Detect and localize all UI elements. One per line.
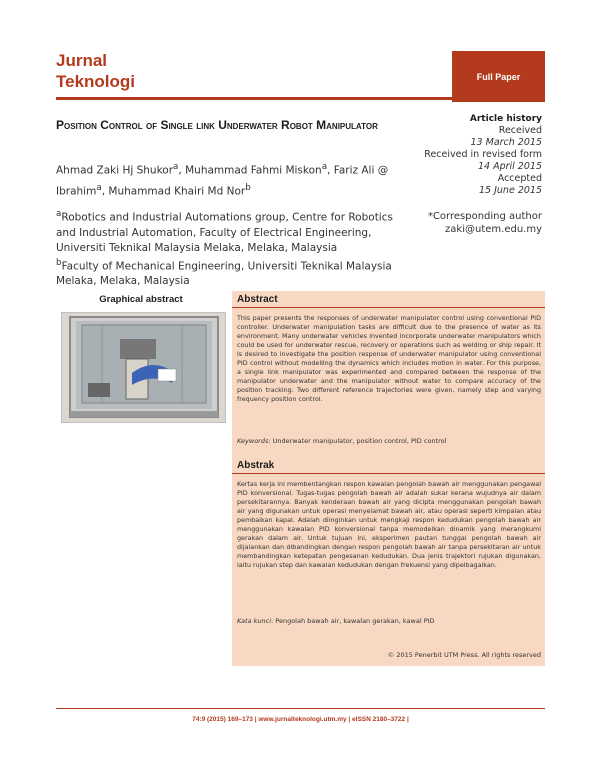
affiliation-marker: a [56,209,62,219]
header-divider [56,97,453,100]
journal-name-line1: Jurnal [56,51,108,70]
revised-label: Received in revised form [424,149,542,160]
journal-name-line2: Teknologi [56,72,136,91]
graphical-abstract-photo [61,312,226,423]
author-affil-marker: b [245,182,251,193]
kata-kunci-label: Kata kunci [237,617,271,625]
keywords-text: : Underwater manipulator, position control, PID control [268,437,447,445]
corresponding-author-label: *Corresponding author [427,211,542,222]
received-date: 13 March 2015 [470,137,542,148]
abstrak-divider [232,473,545,474]
article-history [420,113,542,197]
abstract-text: This paper presents the responses of underwater manipulator control using conventional PID controller. Underwater manipulation tasks are difficult due to the presence of water as its environment. Many underwater vehicles invented incorporate underwater manipulators which could be used for underwater rescue, recovery or operations such as welding or ship repair. It is desired to investigate the position response of underwater manipulator using conventional PID control without modelling the dynamics which includes motion in water. For this purpose, a single link manipulator was experimented and compared between the response of the manipulator underwater and the manipulator without water to compare accuracy of the position tracking. Two different reference trajectories were given, namely step and varying frequency position control. [237,314,541,403]
footer-divider [56,708,545,709]
author-name: Muhammad Khairi Md Nor [108,185,246,197]
accepted-label: Accepted [497,173,542,184]
corresponding-author [420,210,542,236]
corresponding-author-email[interactable]: zaki@utem.edu.my [445,224,542,235]
affiliation-text: Robotics and Industrial Automations group, Centre for Robotics and Industrial Automation, Faculty of Electrical Engineering, Universiti Teknikal Malaysia Melaka, Melaka, Malaysia [56,211,393,254]
abstract-divider [232,307,545,308]
author-affil-marker: a [173,162,179,172]
kata-kunci-text: : Pengolah bawah air, kawalan gerakan, kawal PID [271,617,435,625]
paper-title: Position Control of Single link Underwater Robot Manipulator [56,118,378,132]
abstract-heading: Abstract [237,294,278,305]
affiliation-item [56,256,411,290]
author-name: Ahmad Zaki Hj Shukor [56,164,174,177]
article-history-title: Article history [469,114,542,124]
abstrak-text: Kertas kerja ini membentangkan respon kawalan pengolah bawah air menggunakan pengawal PID konversional. Tugas-tugas pengolah bawah air adalah sukar kerana wujudnya air dalam persekitarannya. Banyak kenderaan bawah air yang dicipta menggunakan pengolah bawah air yang digunakan untuk operasi menyelamat bawah air, atau operasi seperti kimpalan atau pembaikan kapal. Adalah diinginkan untuk mengkaji respon kedudukan pengolah bawah air menggunakan kawalan PID konversional tanpa memodelkan dinamik yang merangkumi gerakan dalam air. Untuk tujuan ini, eksperimen pautan tunggal pengolah bawah air dijalankan dan dibandingkan dengan respon pengolah bawah air tanpa persekitaran air untuk membandingkan ketepatan pengesanan kedudukan. Dua jenis trajektori rujukan digunakan, iaitu rujukan step dan kawalan kedudukan dengan frekuensi yang dipelbagaikan. [237,480,541,569]
copyright-notice: © 2015 Penerbit UTM Press. All rights reserved [387,651,541,659]
author-list: Ahmad Zaki Hj Shukor$^a$, Muhammad Fahmi Miskon$^a$, Fariz Ali @ Ibrahim$^a$, Muhammad Khairi Md Nor$^b$ [56,162,389,197]
author-name: Muhammad Fahmi Miskon [185,164,322,177]
affiliation-item [56,207,411,256]
revised-date: 14 April 2015 [477,161,542,172]
manipulator-tank-photo [62,313,225,422]
graphical-abstract-title: Graphical abstract [99,294,183,305]
abstract-keywords [237,437,541,446]
keywords-label: Keywords [237,437,269,445]
author-name: Fariz Ali @ Ibrahim [56,164,389,197]
abstrak-keywords [237,617,541,626]
author-affil-marker: a [96,182,102,193]
affiliation-list [56,207,411,289]
journal-name [56,50,135,92]
received-label: Received [498,125,542,136]
full-paper-badge: Full Paper [452,51,545,102]
affiliation-marker: b [56,257,62,268]
accepted-date: 15 June 2015 [479,185,542,196]
abstrak-heading: Abstrak [237,460,275,471]
author-affil-marker: a [321,162,328,172]
affiliation-text: Faculty of Mechanical Engineering, Universiti Teknikal Malaysia Melaka, Melaka, Malaysia [56,260,392,287]
page-footer: 74:9 (2015) 169–173 | www.jurnalteknologi.utm.my | eISSN 2180–3722 | [192,716,409,723]
